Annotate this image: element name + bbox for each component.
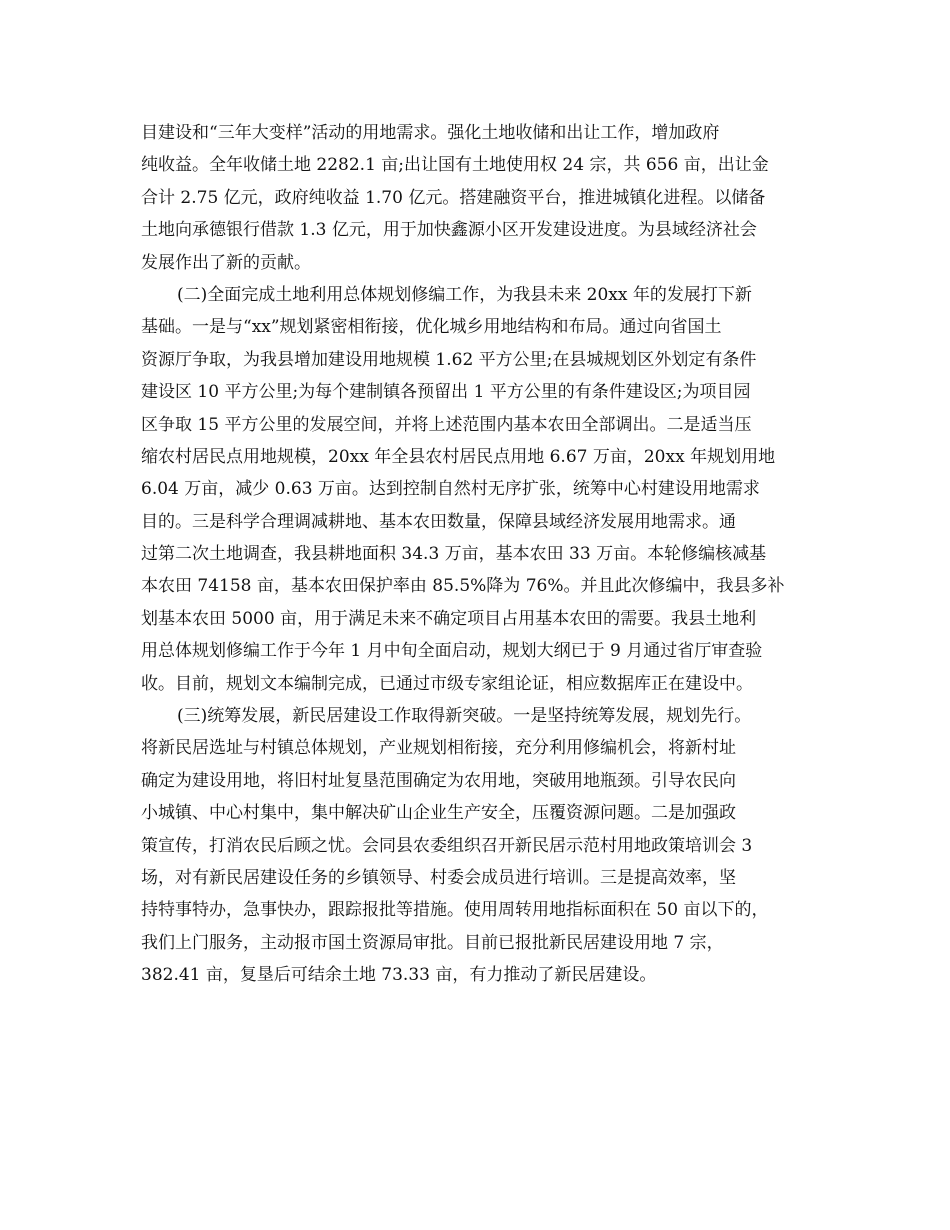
text-line: 土地向承德银行借款 1.3 亿元，用于加快鑫源小区开发建设进度。为县域经济社会 [141, 220, 757, 241]
text-line: 合计 2.75 亿元，政府纯收益 1.70 亿元。搭建融资平台，推进城镇化进程。以储备 [141, 187, 766, 208]
text-line: 本农田 74158 亩，基本农田保护率由 85.5%降为 76%。并且此次修编中，我县多补 [141, 576, 785, 597]
text-line: 确定为建设用地，将旧村址复垦范围确定为农用地，突破用地瓶颈。引导农民向 [141, 770, 736, 791]
text-line: 纯收益。全年收储土地 2282.1 亩;出让国有土地使用权 24 宗，共 656 亩，出让金 [141, 155, 769, 176]
section-2-first-line: (二)全面完成土地利用总体规划修编工作，为我县未来 20xx 年的发展打下新 [177, 284, 752, 305]
text-line: 用总体规划修编工作于今年 1 月中旬全面启动，规划大纲已于 9 月通过省厅审查验 [141, 641, 763, 662]
text-line: 目建设和“三年大变样”活动的用地需求。强化土地收储和出让工作，增加政府 [141, 123, 720, 143]
text-line: 发展作出了新的贡献。 [141, 252, 311, 273]
text-line: 建设区 10 平方公里;为每个建制镇各预留出 1 平方公里的有条件建设区;为项目园 [141, 382, 751, 403]
text-line: 缩农村居民点用地规模，20xx 年全县农村居民点用地 6.67 万亩，20xx 年规划用地 [141, 446, 776, 467]
text-line: 小城镇、中心村集中，集中解决矿山企业生产安全，压覆资源问题。二是加强政 [141, 803, 736, 824]
text-line: 收。目前，规划文本编制完成，已通过市级专家组论证，相应数据库正在建设中。 [141, 673, 753, 694]
document-body [141, 117, 821, 992]
text-line: 过第二次土地调查，我县耕地面积 34.3 万亩，基本农田 33 万亩。本轮修编核减基 [141, 544, 767, 565]
text-line: 将新民居选址与村镇总体规划，产业规划相衔接，充分利用修编机会，将新村址 [141, 738, 736, 759]
text-line: 场，对有新民居建设任务的乡镇领导、村委会成员进行培训。三是提高效率，坚 [141, 867, 736, 888]
text-line: 基础。一是与“xx”规划紧密相衔接，优化城乡用地结构和布局。通过向省国土 [141, 317, 722, 338]
text-line: 资源厅争取，为我县增加建设用地规模 1.62 平方公里;在县城规划区外划定有条件 [141, 349, 757, 370]
text-line: 我们上门服务，主动报市国土资源局审批。目前已报批新民居建设用地 7 宗， [141, 932, 724, 953]
text-line: 区争取 15 平方公里的发展空间，并将上述范围内基本农田全部调出。二是适当压 [141, 414, 752, 435]
text-line: 划基本农田 5000 亩，用于满足未来不确定项目占用基本农田的需要。我县土地利 [141, 608, 757, 629]
text-line: 持特事特办，急事快办，跟踪报批等措施。使用周转用地指标面积在 50 亩以下的， [141, 900, 769, 921]
text-line: 382.41 亩，复垦后可结余土地 73.33 亩，有力推动了新民居建设。 [141, 965, 657, 986]
text-line: 策宣传，打消农民后顾之忧。会同县农委组织召开新民居示范村用地政策培训会 3 [141, 835, 753, 856]
text-line: 目的。三是科学合理调减耕地、基本农田数量，保障县域经济发展用地需求。通 [141, 511, 736, 532]
text-line: 6.04 万亩，减少 0.63 万亩。达到控制自然村无序扩张，统筹中心村建设用地需求 [141, 479, 760, 500]
section-3-first-line: (三)统筹发展，新民居建设工作取得新突破。一是坚持统筹发展，规划先行。 [177, 706, 752, 727]
